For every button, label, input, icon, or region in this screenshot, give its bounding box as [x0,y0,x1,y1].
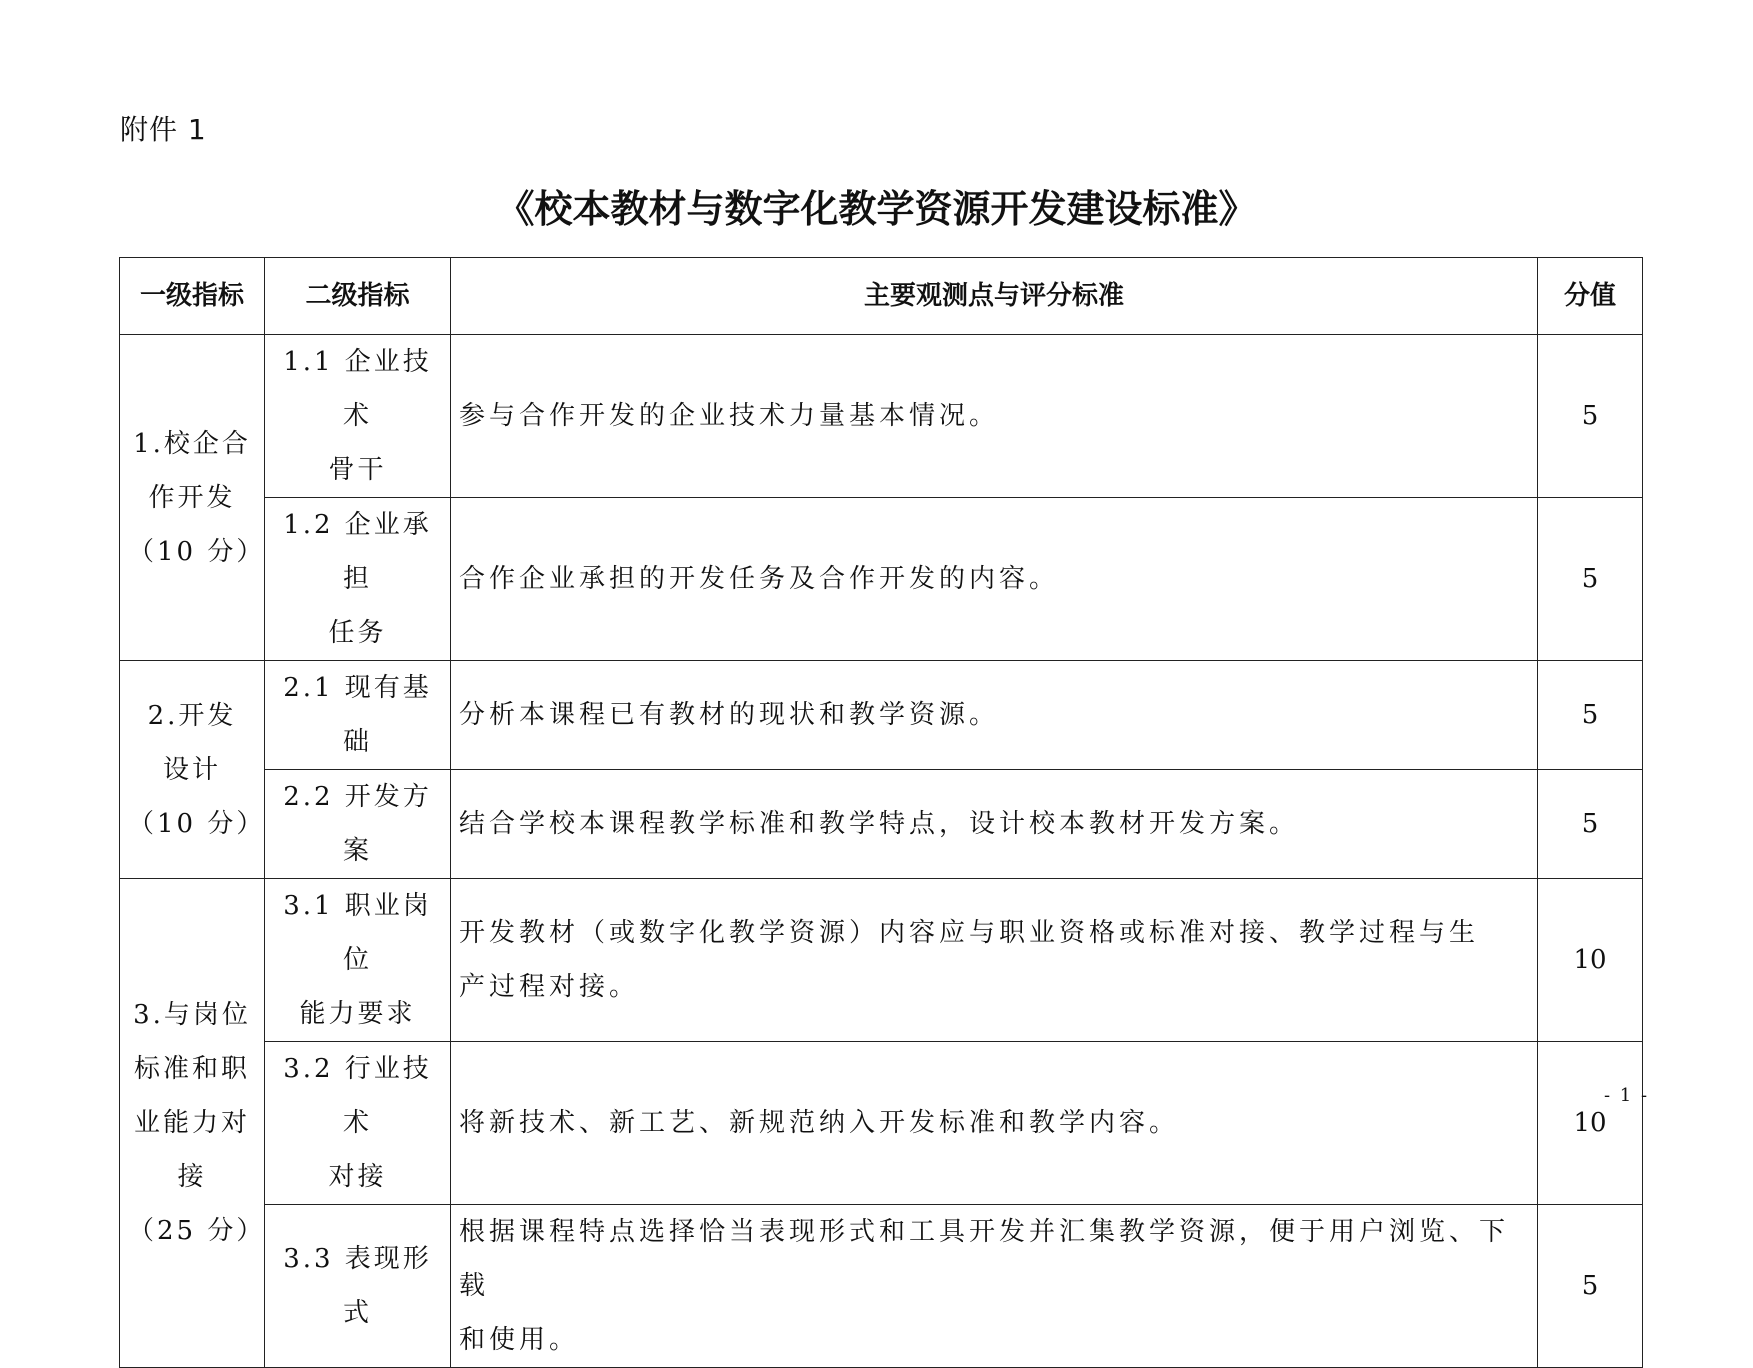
criteria-cell: 将新技术、新工艺、新规范纳入开发标准和教学内容。 [451,1042,1538,1205]
criteria-cell: 结合学校本课程教学标准和教学特点，设计校本教材开发方案。 [451,770,1538,879]
score-cell: 5 [1538,498,1643,661]
level2-indicator: 2.1 现有基础 [265,661,451,770]
table-row [120,1205,1643,1368]
table-row [120,1042,1643,1205]
page-number: - 1 - [1604,1085,1650,1106]
table-row [120,770,1643,879]
header-level2: 二级指标 [265,258,451,335]
criteria-cell: 开发教材（或数字化教学资源）内容应与职业资格或标准对接、教学过程与生 产过程对接。 [451,879,1538,1042]
table-header-row [120,258,1643,335]
attachment-label: 附件 1 [120,113,207,146]
criteria-cell: 参与合作开发的企业技术力量基本情况。 [451,335,1538,498]
criteria-cell: 根据课程特点选择恰当表现形式和工具开发并汇集教学资源，便于用户浏览、下载 和使用。 [451,1205,1538,1368]
header-criteria: 主要观测点与评分标准 [451,258,1538,335]
header-level1: 一级指标 [120,258,265,335]
header-score: 分值 [1538,258,1643,335]
level2-indicator: 3.3 表现形式 [265,1205,451,1368]
table-row [120,661,1643,770]
score-cell: 10 [1538,879,1643,1042]
document-title: 《校本教材与数字化教学资源开发建设标准》 [496,187,1257,231]
criteria-cell: 合作企业承担的开发任务及合作开发的内容。 [451,498,1538,661]
level2-indicator: 3.2 行业技术 对接 [265,1042,451,1205]
table-row [120,498,1643,661]
criteria-cell: 分析本课程已有教材的现状和教学资源。 [451,661,1538,770]
level2-indicator: 3.1 职业岗位 能力要求 [265,879,451,1042]
table-row [120,879,1643,1042]
score-cell: 5 [1538,1205,1643,1368]
standards-table [119,257,1643,1368]
score-cell: 5 [1538,661,1643,770]
level1-indicator: 2.开发 设计 （10 分） [120,661,265,879]
score-cell: 10 [1538,1042,1643,1205]
level1-indicator: 3.与岗位 标准和职 业能力对 接 （25 分） [120,879,265,1368]
table-row [120,335,1643,498]
level2-indicator: 1.1 企业技术 骨干 [265,335,451,498]
level2-indicator: 1.2 企业承担 任务 [265,498,451,661]
score-cell: 5 [1538,335,1643,498]
score-cell: 5 [1538,770,1643,879]
level2-indicator: 2.2 开发方案 [265,770,451,879]
level1-indicator: 1.校企合 作开发 （10 分） [120,335,265,661]
